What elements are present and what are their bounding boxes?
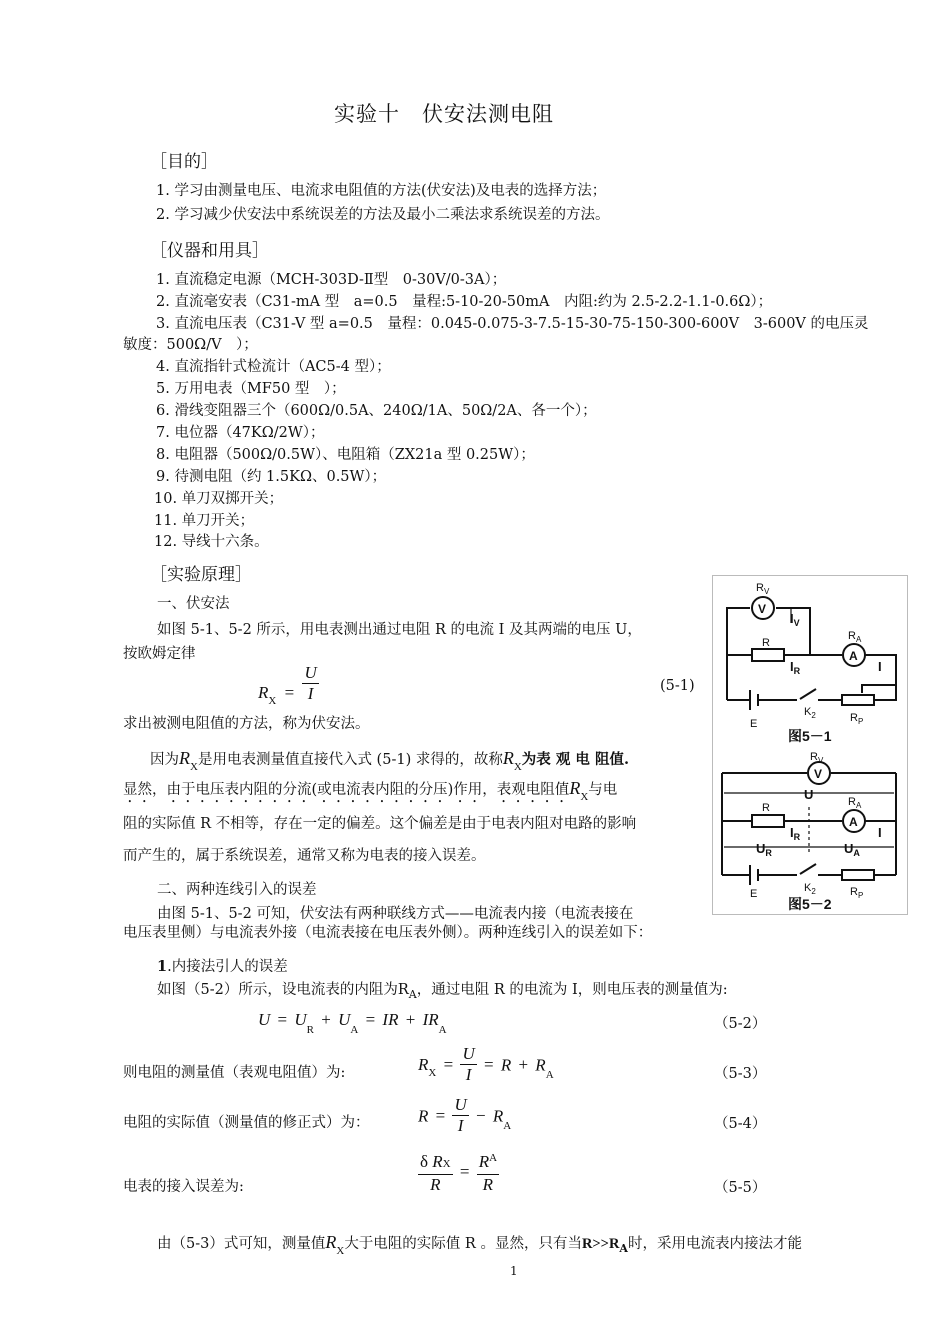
equipment-item-7: 7. 电位器（47KΩ/2W）； (156, 425, 325, 441)
equipment-item-3-cont: 敏度：500Ω/V ）； (123, 337, 258, 353)
equation-lead-text: 则电阻的测量值（表观电阻值）为: (123, 1065, 346, 1081)
label-i: I (878, 659, 882, 674)
label-ir: $I_R$ (790, 825, 801, 842)
equation-lead-text: 电表的接入误差为: (123, 1179, 244, 1195)
label-ir: $I_R$ (790, 659, 801, 676)
section-principle: ［实验原理］ (150, 565, 252, 585)
equation-label: （5-3） (714, 1066, 767, 1082)
label-r: R (762, 802, 770, 814)
equation-5-4: R = $\frac{U}{I}$ − $R_A$ (418, 1095, 512, 1135)
label-a: A (849, 649, 858, 663)
label-ua: $U_A$ (844, 841, 860, 858)
label-rp: $R_P$ (850, 886, 864, 900)
section-purpose: ［目的］ (150, 152, 218, 172)
label-u: U (804, 787, 814, 802)
label-e: E (750, 888, 758, 900)
paragraph-line: 如图（5-2）所示，设电流表的内阻为$R_A$，通过电阻 R 的电流为 I，则电压表的测量值为: (157, 982, 728, 1001)
equation-5-5: $\frac{\text{δ RX}}{R}$ = $\frac{R^A}{R}$ (420, 1152, 498, 1194)
label-v: V (814, 767, 823, 781)
paragraph-line: 如图 5-1、5-2 所示，用电表测出通过电阻 R 的电流 I 及其两端的电压 U， (157, 622, 642, 638)
label-ra: $R_A$ (848, 796, 862, 810)
equipment-item-8: 8. 电阻器（500Ω/0.5W）、电阻箱（ZX21a 型 0.25W）； (156, 447, 535, 463)
equipment-item-1: 1. 直流稳定电源（MCH-303D-Ⅱ型 0-30V/0-3A）； (156, 272, 507, 288)
figure-caption-5-2: 图5－2 (788, 896, 832, 912)
purpose-item-1: 1. 学习由测量电压、电流求电阻值的方法(伏安法)及电表的选择方法； (156, 183, 607, 199)
equipment-item-11: 11. 单刀开关； (154, 513, 255, 529)
label-e: E (750, 718, 758, 730)
label-a: A (849, 815, 858, 829)
subheading-internal-connection: 1.内接法引人的误差 (157, 958, 288, 975)
equipment-item-5: 5. 万用电表（MF50 型 ）； (156, 381, 346, 397)
label-rp: $R_P$ (850, 712, 864, 726)
equipment-item-4: 4. 直流指针式检流计（AC5-4 型）； (156, 359, 391, 375)
label-v: V (758, 602, 767, 616)
equation-label: （5-2） (714, 1016, 767, 1032)
equation-label: （5-5） (714, 1180, 767, 1196)
label-k2: $K_2$ (804, 882, 816, 896)
paragraph-line: 而产生的，属于系统误差，通常又称为电表的接入误差。 (123, 848, 486, 864)
figure-caption-5-1: 图5－1 (788, 728, 832, 744)
equation-5-3: $R_X$ = $\frac{U}{I}$ = $R + R_A$ (418, 1044, 554, 1084)
page-number: 1 (510, 1264, 518, 1278)
paragraph-line: 显然，由于电压表内阻的分流(或电流表内阻的分压)作用，表观电阻值$R_X$与电 (123, 778, 618, 803)
paragraph-line: 由（5-3）式可知，测量值$R_X$大于电阻的实际值 R 。显然，只有当$R>>R_A$时，采用电流表内接法才能 (157, 1232, 802, 1257)
label-rv: $R_V$ (756, 582, 770, 596)
paragraph-line: 阻的实际值 R 不相等，存在一定的偏差。这个偏差是由于电表内阻对电路的影响 (123, 816, 637, 832)
label-r: R (762, 637, 770, 649)
page-title: 实验十 伏安法测电阻 (334, 102, 554, 126)
label-iv: $I_V$ (790, 611, 800, 628)
label-ur: $U_R$ (756, 841, 772, 858)
paragraph-line: 由图 5-1、5-2 可知，伏安法有两种联线方式——电流表内接（电流表接在 (157, 906, 634, 922)
paragraph-line: 按欧姆定律 (123, 646, 196, 662)
label-i: I (878, 825, 882, 840)
paragraph-line: 因为$R_X$是用电表测量值直接代入式 (5-1) 求得的，故称$R_X$为表 观 电 阻值. (150, 748, 629, 773)
purpose-item-2: 2. 学习减少伏安法中系统误差的方法及最小二乘法求系统误差的方法。 (156, 207, 610, 223)
equipment-item-2: 2. 直流毫安表（C31-mA 型 a=0.5 量程:5-10-20-50mA 内阻:约为 2.5-2.2-1.1-0.6Ω）； (156, 294, 773, 310)
label-ra: $R_A$ (848, 630, 862, 644)
subheading-wiring-errors: 二、两种连线引入的误差 (157, 882, 317, 898)
equipment-item-3: 3. 直流电压表（C31-V 型 a=0.5 量程：0.045-0.075-3-7.5-15-30-75-150-300-600V 3-600V 的电压灵 (156, 316, 869, 332)
section-equipment: ［仪器和用具］ (150, 241, 269, 261)
equation-lead-text: 电阻的实际值（测量值的修正式）为： (123, 1115, 370, 1131)
label-rv: $R_V$ (810, 751, 824, 765)
paragraph-line: 电压表里侧）与电流表外接（电流表接在电压表外侧）。两种连线引入的误差如下： (123, 925, 653, 941)
equation-label: （5-4） (714, 1116, 767, 1132)
paragraph-line: 求出被测电阻值的方法，称为伏安法。 (123, 716, 370, 732)
equipment-item-6: 6. 滑线变阻器三个（600Ω/0.5A、240Ω/1A、50Ω/2A、各一个）； (156, 403, 597, 419)
equation-5-1: $R_X$ = $\frac{U}{I}$ (258, 663, 317, 708)
equipment-item-9: 9. 待测电阻（约 1.5KΩ、0.5W）； (156, 469, 387, 485)
equation-label: (5-1) (660, 678, 695, 694)
circuit-figures (712, 575, 908, 915)
equipment-item-10: 10. 单刀双掷开关； (154, 491, 284, 507)
subheading-voltammetry: 一、伏安法 (157, 596, 230, 612)
label-k2: $K_2$ (804, 706, 816, 720)
equipment-item-12: 12. 导线十六条。 (154, 534, 269, 550)
equation-5-2: $U = U_R + U_A$ = IR + $IR_A$ (258, 1010, 447, 1036)
